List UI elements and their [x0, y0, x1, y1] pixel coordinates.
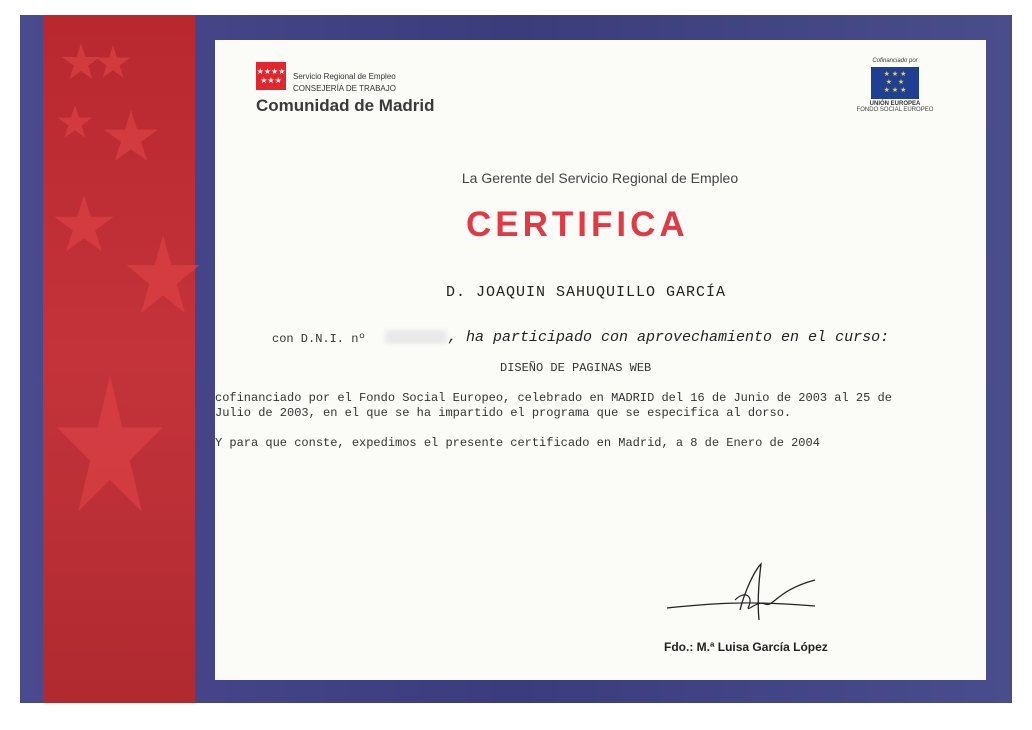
course-details-line1: cofinanciado por el Fondo Social Europeo, celebrado en MADRID del 16 de Junio de 2003 al 25 de	[215, 391, 892, 405]
recipient-name: D. JOAQUIN SAHUQUILLO GARCÍA	[446, 284, 727, 301]
logo-title: Comunidad de Madrid	[256, 96, 435, 115]
eu-union: UNIÓN EUROPEA	[869, 101, 921, 107]
eu-logo	[852, 58, 938, 113]
eu-fondo: FONDO SOCIAL EUROPEO	[856, 107, 934, 113]
eu-flag-icon: ★ ★ ★ ★ ★ ★ ★ ★	[871, 67, 919, 99]
eu-cofinanciado: Cofinanciado por	[872, 58, 918, 64]
signatory-name: Fdo.: M.ª Luisa García López	[664, 640, 828, 654]
decorative-star	[55, 375, 165, 525]
decorative-star	[61, 43, 101, 83]
madrid-flag-icon: ★★★★ ★★★	[256, 62, 286, 90]
logo-line-consejeria: CONSEJERÍA DE TRABAJO	[293, 84, 396, 93]
certificate-paper	[215, 40, 986, 680]
course-details	[215, 391, 892, 421]
dni-redacted	[385, 330, 447, 344]
participation-text: , ha participado con aprovechamiento en el curso:	[448, 329, 890, 346]
red-decorative-band	[43, 15, 195, 703]
decorative-star	[95, 45, 131, 81]
course-title: DISEÑO DE PAGINAS WEB	[500, 361, 652, 375]
course-details-line2: Julio de 2003, en el que se ha impartido el programa que se especifica al dorso.	[215, 406, 792, 420]
logo-line-servicio: Servicio Regional de Empleo	[293, 72, 396, 81]
certifica-heading: CERTIFICA	[466, 205, 689, 244]
decorative-star	[103, 110, 159, 166]
signature-icon	[665, 560, 825, 630]
issue-statement: Y para que conste, expedimos el presente certificado en Madrid, a 8 de Enero de 2004	[215, 436, 820, 450]
dni-label: con D.N.I. nº	[272, 332, 366, 346]
decorative-star	[57, 105, 93, 141]
issuer-line: La Gerente del Servicio Regional de Empleo	[461, 170, 739, 186]
decorative-star	[53, 195, 115, 257]
decorative-star	[125, 235, 201, 321]
